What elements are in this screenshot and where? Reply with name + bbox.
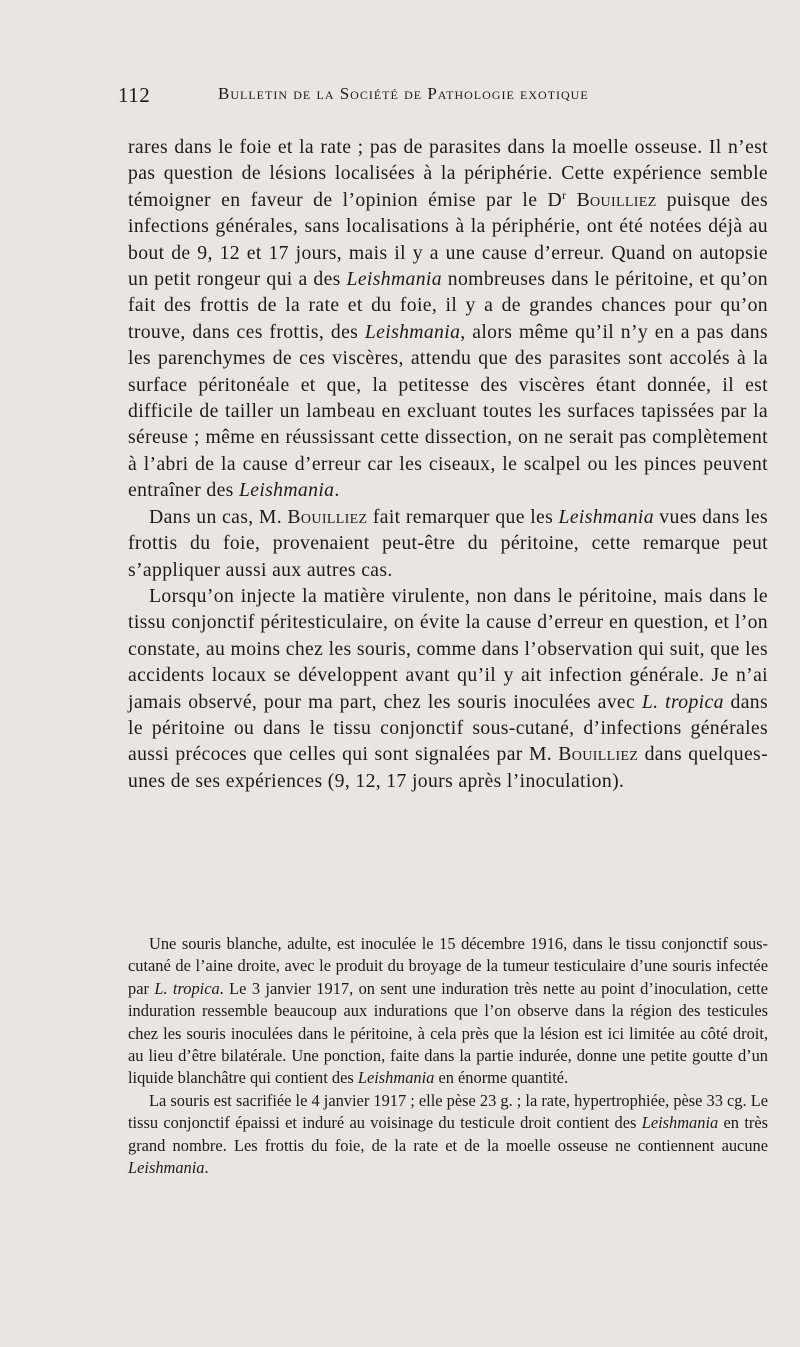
taxon-name: Leishmania <box>238 479 335 502</box>
taxon-name: Leishmania <box>357 1068 435 1088</box>
taxon-name: L. tropica <box>154 978 220 998</box>
page-number: 112 <box>118 83 151 107</box>
taxon-name: Leishmania <box>641 1113 719 1133</box>
running-title: Bulletin de la Société de Pathologie exotique <box>218 84 589 103</box>
paragraph-2: Dans un cas, M. Bouilliez fait remarquer que les Leishmania vues dans les frottis du foie, provenaient peut-être du péritoine, cette remarque peut s’appliquer aussi aux autres cas. <box>128 505 768 581</box>
author-name: Bouilliez <box>558 743 639 766</box>
taxon-name: Leishmania <box>346 268 442 291</box>
taxon-name: Leishmania <box>128 1158 205 1178</box>
taxon-name: L. tropica <box>641 690 724 713</box>
note-paragraph-1: Une souris blanche, adulte, est inoculée le 15 décembre 1916, dans le tissu conjonctif sous-cutané de l’aine droite, avec le produit du broyage de la tumeur testiculaire d’une souris infectée par L. tropica. Le 3 janvier 1917, on sent une induration très nette au point d’inoculation, cette induration ressemble beaucoup aux indurations que l’on observe dans la région des testicules chez les souris inoculées dans le péritoine, à cela près que la lésion est ici limitée au côté droit, au lieu d’être bilatérale. Une ponction, faite dans la partie indurée, donne une petite goutte d’un liquide blanchâtre qui contient des Leishmania en énorme quantité. <box>128 934 768 1088</box>
author-name: Bouilliez <box>287 505 368 528</box>
taxon-name: Leishmania <box>364 320 461 343</box>
taxon-name: Leishmania <box>558 505 654 528</box>
page-header <box>118 83 688 113</box>
author-name: Bouilliez <box>576 188 657 211</box>
paragraph-1: rares dans le foie et la rate ; pas de parasites dans la moelle osseuse. Il n’est pas question de lésions localisées à la périphérie. Cette expérience semble témoigner en faveur de l’opinion émise par le $D^r$ Bouilliez puisque des infections générales, sans localisations à la périphérie, ont été notées déjà au bout de 9, 12 et 17 jours, mais il y a une cause d’erreur. Quand on autopsie un petit rongeur qui a des Leishmania nombreuses dans le péritoine, et qu’on fait des frottis de la rate et du foie, il y a de grandes chances pour qu’on trouve, dans ces frottis, des Leishmania, alors même qu’il n’y en a pas dans les parenchymes de ces viscères, attendu que des parasites sont accolés à la surface péritonéale et que, la petitesse des viscères étant donnée, il est difficile de tailler un lambeau en excluant toutes les surfaces tapissées par la séreuse ; même en réussissant cette dissection, on ne serait pas complètement à l’abri de la cause d’erreur car les ciseaux, le scalpel ou les pinces peuvent entraîner des Leishmania. <box>128 136 769 502</box>
paragraph-3: Lorsqu’on injecte la matière virulente, non dans le péritoine, mais dans le tissu conjonctif péritesticulaire, on évite la cause d’erreur en question, et l’on constate, au moins chez les souris, comme dans l’observation qui suit, que les accidents locaux se développent avant qu’il y ait infection générale. Je n’ai jamais observé, pour ma part, chez les souris inoculées avec L. tropica dans le péritoine ou dans le tissu conjonctif sous-cutané, d’infections générales aussi précoces que celles qui sont signalées par M. Bouilliez dans quelques-unes de ses expériences (9, 12, 17 jours après l’inoculation). <box>128 584 768 792</box>
observation-note <box>128 933 768 1179</box>
note-paragraph-2: La souris est sacrifiée le 4 janvier 1917 ; elle pèse 23 g. ; la rate, hypertrophiée, pèse 33 cg. Le tissu conjonctif épaissi et induré au voisinage du testicule droit contient des Leishmania en très grand nombre. Les frottis du foie, de la rate et de la moelle osseuse ne contiennent aucune Leishmania. <box>128 1090 769 1178</box>
main-text <box>128 134 768 794</box>
